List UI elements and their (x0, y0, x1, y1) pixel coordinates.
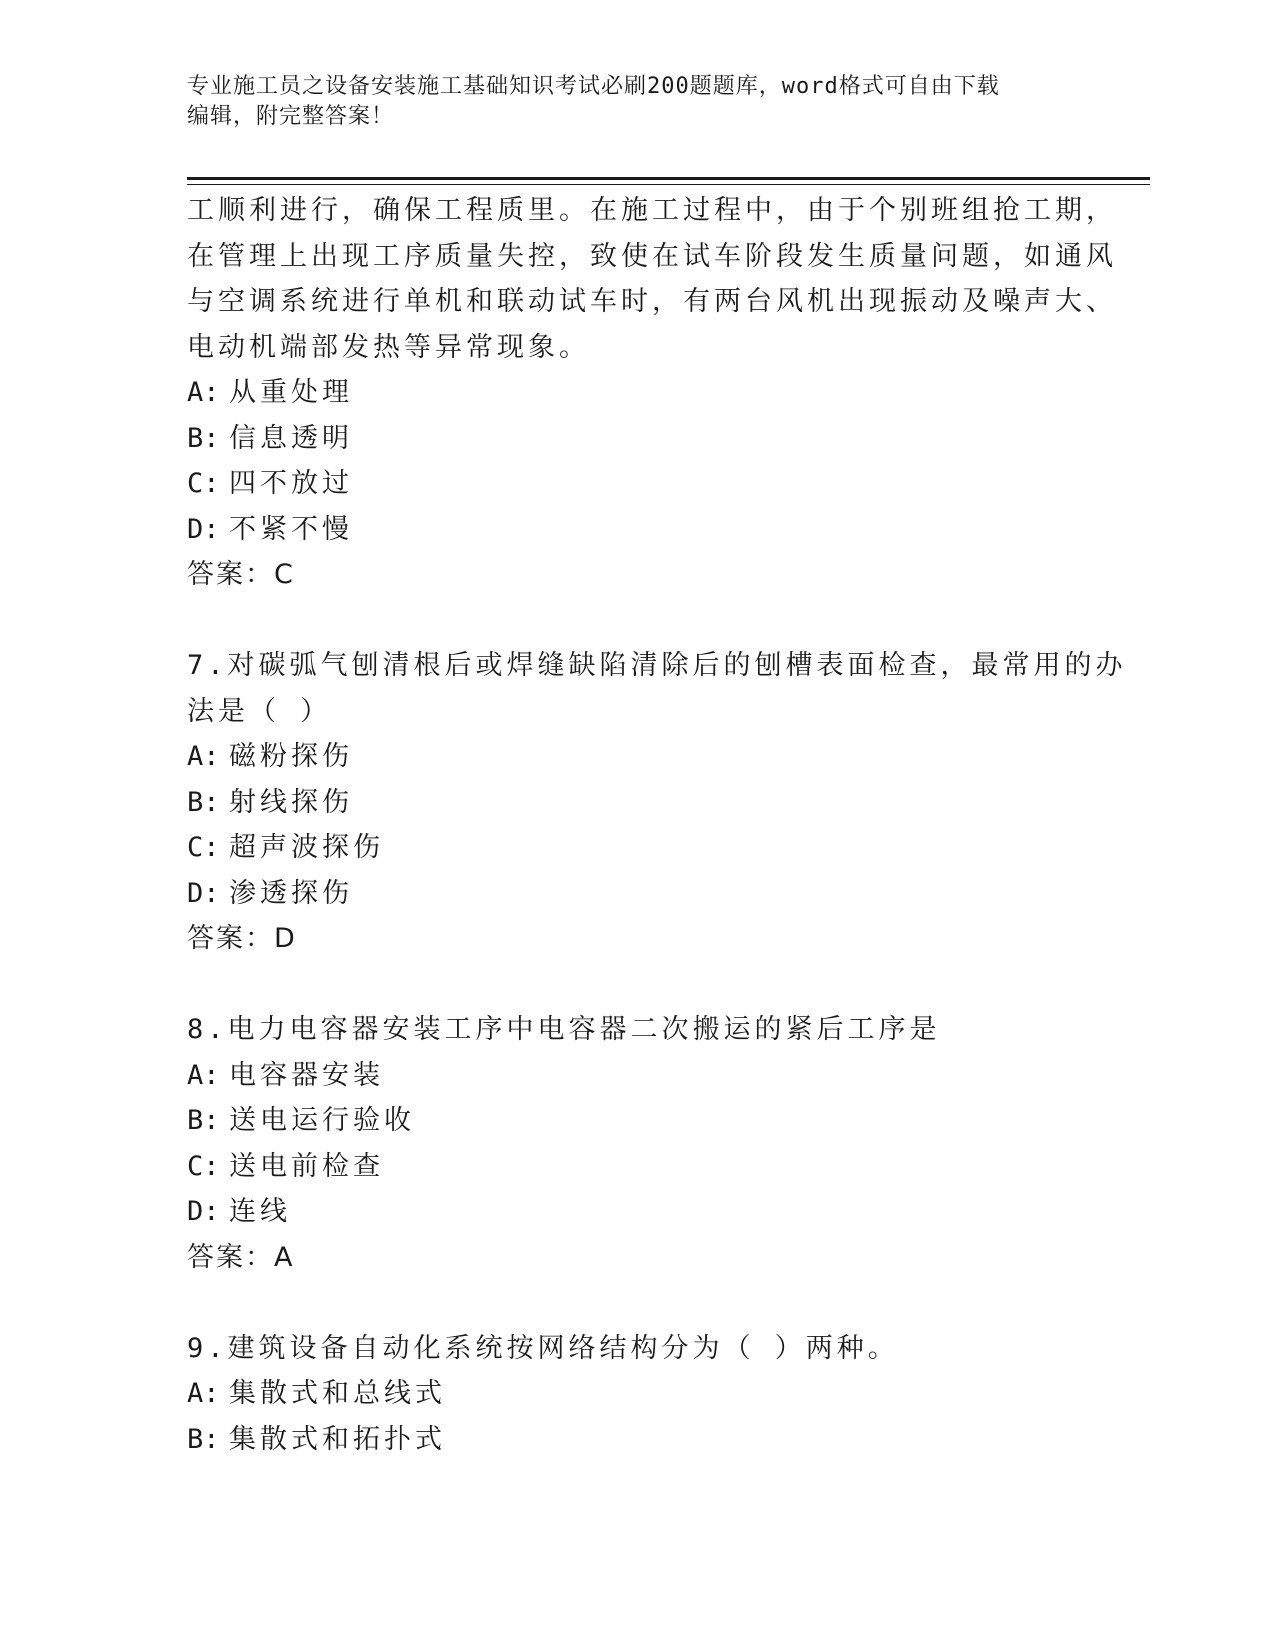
option-a (187, 1371, 1087, 1417)
document-header (187, 72, 1087, 132)
option-text: 送电前检查 (229, 1150, 384, 1182)
option-text: 连线 (229, 1196, 291, 1227)
option-c (187, 825, 1087, 871)
question-6 (187, 188, 1117, 598)
option-a (187, 734, 1087, 780)
option-a (187, 370, 1087, 416)
option-text: 超声波探伤 (229, 832, 384, 863)
question-stem-line: 在管理上出现工序质量失控，致使在试车阶段发生质量问题，如通风 (187, 240, 1117, 272)
option-label: A: (187, 1059, 220, 1091)
option-c (187, 1144, 1087, 1190)
option-b (187, 1417, 1087, 1463)
option-label: A: (187, 1378, 220, 1409)
spacer (187, 1280, 1087, 1326)
header-rule-thin (187, 184, 1150, 185)
option-label: C: (187, 832, 220, 863)
option-text: 集散式和总线式 (229, 1378, 446, 1409)
option-a (187, 1053, 1087, 1099)
option-label: B: (187, 1105, 220, 1136)
option-c (187, 461, 1087, 507)
header-title-line-1: 专业施工员之设备安装施工基础知识考试必刷200题题库，word格式可自由下载 (187, 74, 1000, 99)
question-7 (187, 643, 1127, 962)
option-b (187, 1098, 1087, 1144)
option-b (187, 780, 1087, 826)
option-label: A: (187, 741, 220, 772)
option-label: B: (187, 1423, 220, 1455)
option-text: 集散式和拓扑式 (229, 1423, 446, 1455)
option-label: C: (187, 1150, 220, 1182)
question-stem-line: 电动机端部发热等异常现象。 (187, 331, 590, 363)
option-label: B: (187, 422, 220, 454)
spacer (187, 962, 1087, 1008)
option-text: 电容器安装 (229, 1059, 384, 1091)
question-stem-line: 8.电力电容器安装工序中电容器二次搬运的紧后工序是 (187, 1014, 941, 1045)
question-9 (187, 1326, 1087, 1463)
document-body (187, 188, 1127, 1462)
option-d (187, 871, 1087, 917)
answer-line: 答案：C (187, 559, 295, 590)
question-stem-line: 与空调系统进行单机和联动试车时，有两台风机出现振动及噪声大、 (187, 286, 1117, 317)
option-label: D: (187, 513, 220, 545)
option-text: 送电运行验收 (229, 1105, 415, 1136)
option-text: 不紧不慢 (229, 513, 353, 545)
question-stem-line: 法是（ ） (187, 695, 332, 727)
option-label: C: (187, 468, 220, 499)
header-rule-thick (187, 177, 1150, 180)
question-8 (187, 1007, 1087, 1280)
spacer (187, 598, 1087, 644)
option-text: 四不放过 (229, 468, 353, 499)
question-stem-line: 7.对碳弧气刨清根后或焊缝缺陷清除后的刨槽表面检查，最常用的办 (187, 650, 1127, 681)
option-text: 磁粉探伤 (229, 741, 353, 772)
option-label: A: (187, 377, 220, 408)
option-d (187, 507, 1087, 553)
question-stem-line: 工顺利进行，确保工程质里。在施工过程中，由于个别班组抢工期， (187, 195, 1117, 226)
option-text: 从重处理 (229, 377, 353, 408)
option-text: 信息透明 (229, 422, 353, 454)
answer-line: 答案：A (187, 1241, 295, 1273)
option-label: D: (187, 877, 220, 909)
option-label: B: (187, 786, 220, 818)
option-d (187, 1189, 1087, 1235)
option-b (187, 416, 1087, 462)
header-title-line-2: 编辑，附完整答案！ (187, 104, 395, 129)
question-stem-line: 9.建筑设备自动化系统按网络结构分为（ ）两种。 (187, 1332, 899, 1364)
answer-line: 答案：D (187, 923, 297, 954)
option-label: D: (187, 1196, 220, 1227)
option-text: 渗透探伤 (229, 877, 353, 909)
option-text: 射线探伤 (229, 786, 353, 818)
